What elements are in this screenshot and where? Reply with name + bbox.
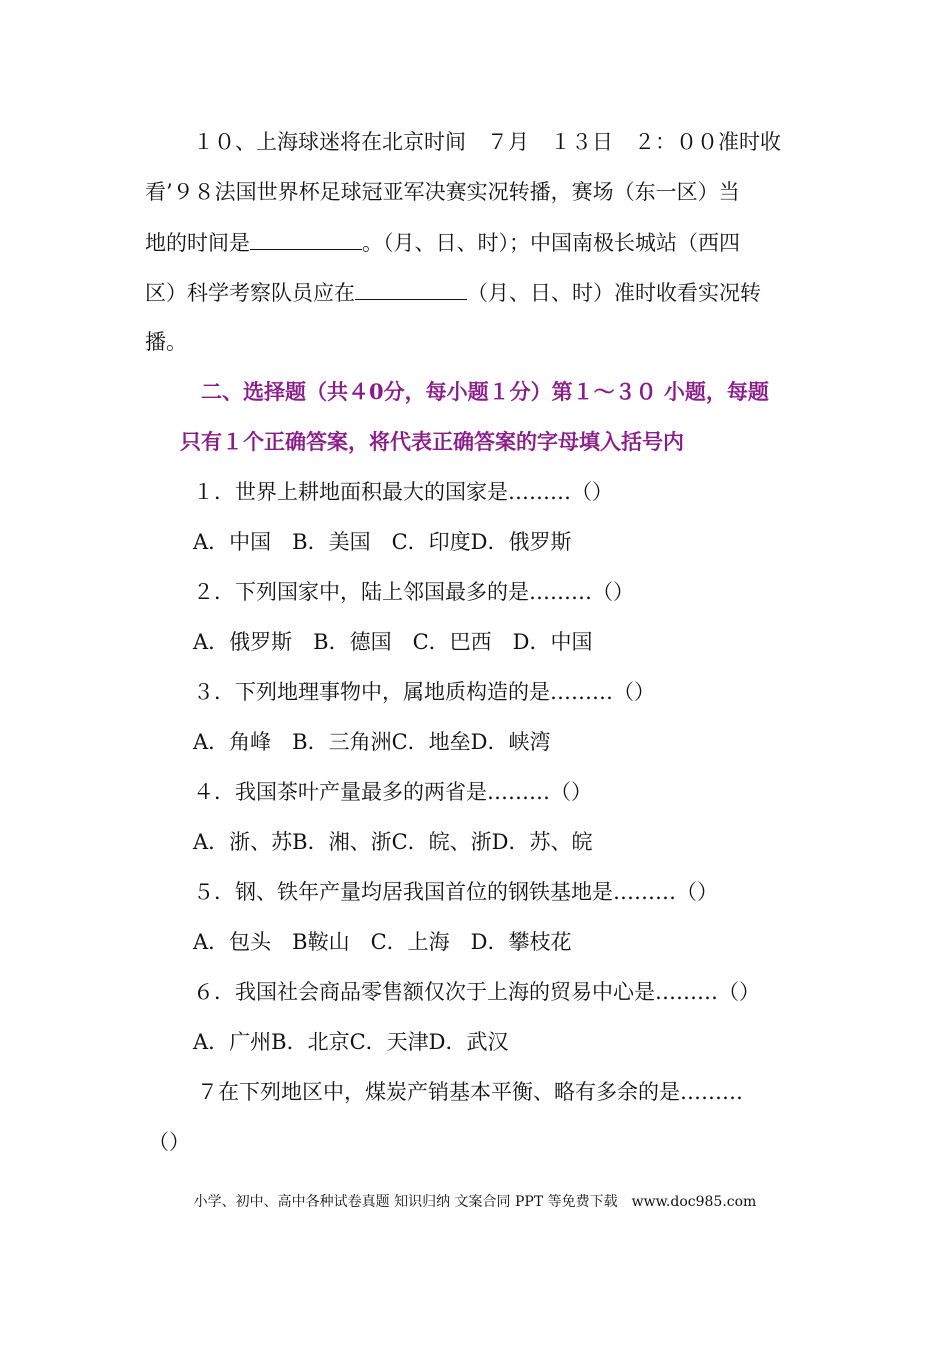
question-5-options: A．包头 B鞍山 C．上海 D．攀枝花 (193, 930, 572, 954)
q10-line-3-end: 。（月、日、时）；中国南极长城站（西四 (362, 231, 740, 255)
question-2-stem: ２．下列国家中，陆上邻国最多的是………（） (193, 580, 634, 604)
q10-line-3-start: 地的时间是 (145, 231, 250, 255)
section-2-heading-line-1: 二、选择题（共４0分，每小题１分）第１～３０ 小题，每题 (201, 379, 769, 404)
answer-blank-2 (355, 277, 467, 300)
question-3-stem: ３．下列地理事物中，属地质构造的是………（） (193, 680, 655, 704)
page-footer: 小学、初中、高中各种试卷真题 知识归纳 文案合同 PPT 等免费下载 www.doc985.com (193, 1194, 757, 1210)
question-2-options: A．俄罗斯 B．德国 C．巴西 D．中国 (193, 630, 593, 654)
question-6-options: A．广州B．北京C．天津D．武汉 (193, 1030, 509, 1054)
q10-line-5: 播。 (145, 330, 187, 354)
q10-line-4-start: 区）科学考察队员应在 (145, 281, 355, 305)
question-5-stem: ５．钢、铁年产量均居我国首位的钢铁基地是………（） (193, 880, 718, 904)
q10-line-1: １０、上海球迷将在北京时间 ７月 １３日 ２：００准时收 (193, 130, 781, 154)
q10-line-4-end: （月、日、时）准时收看实况转 (467, 281, 761, 305)
answer-blank-1 (250, 227, 362, 250)
question-3-options: A．角峰 B．三角洲C．地垒D．峡湾 (193, 730, 551, 754)
question-4-stem: ４．我国茶叶产量最多的两省是………（） (193, 780, 592, 804)
question-7-stem: ７在下列地区中，煤炭产销基本平衡、略有多余的是……… (197, 1080, 743, 1104)
q10-line-3 (145, 227, 740, 257)
section-2-heading-line-2: 只有１个正确答案，将代表正确答案的字母填入括号内 (180, 429, 684, 454)
question-1-options: A．中国 B．美国 C．印度D．俄罗斯 (193, 530, 572, 554)
question-7-bracket: （） (148, 1130, 190, 1154)
question-4-options: A．浙、苏B．湘、浙C．皖、浙D．苏、皖 (193, 830, 593, 854)
question-1-stem: １．世界上耕地面积最大的国家是………（） (193, 480, 613, 504)
question-6-stem: ６．我国社会商品零售额仅次于上海的贸易中心是………（） (193, 980, 760, 1004)
q10-line-4 (145, 277, 761, 307)
q10-line-2: 看’９８法国世界杯足球冠亚军决赛实况转播，赛场（东一区）当 (145, 180, 740, 204)
